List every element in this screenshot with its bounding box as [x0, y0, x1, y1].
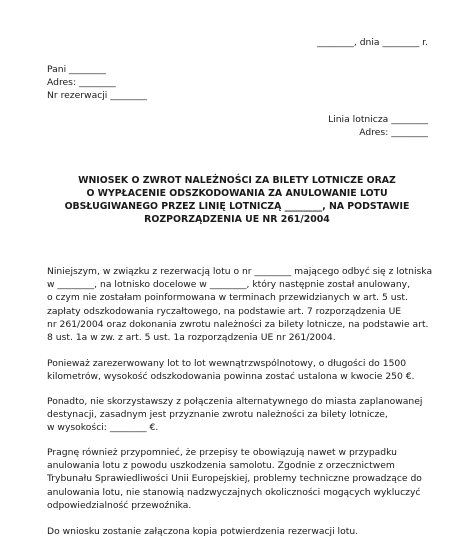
booking-number-line: Nr rezerwacji ________ — [47, 90, 148, 101]
document-title-line-1: WNIOSEK O ZWROT NALEŻNOŚCI ZA BILETY LOTNICZE ORAZ — [78, 175, 396, 186]
paragraph-line: Niniejszym, w związku z rezerwacją lotu o nr ________ mającego odbyć się z lotniska — [47, 266, 433, 277]
sender-address-line: Adres: ________ — [47, 77, 116, 88]
airline-address-line: Adres: ________ — [359, 127, 428, 138]
paragraph-line: Ponadto, nie skorzystawszy z połączenia alternatywnego do miasta zaplanowanej — [47, 396, 423, 407]
paragraph-line: anulowania lotu z powodu uszkodzenia samolotu. Zgodnie z orzecznictwem — [47, 460, 395, 472]
paragraph-case-law — [47, 446, 447, 512]
paragraph-request — [47, 265, 447, 344]
document-title-line-3: OBSŁUGIWANEGO PRZEZ LINIĘ LOTNICZĄ ________, NA PODSTAWIE — [64, 201, 410, 212]
date-line: ________, dnia ________ r. — [317, 37, 428, 48]
paragraph-line: Do wniosku zostanie załączona kopia potwierdzenia rezerwacji lotu. — [47, 526, 359, 537]
paragraph-attachment — [47, 525, 447, 538]
paragraph-line: Ponieważ zarezerwowany lot to lot wewnątrzwspólnotowy, o długości do 1500 — [47, 358, 407, 369]
paragraph-ticket-refund — [47, 395, 447, 435]
paragraph-line: w ________, na lotnisko docelowe w ________, który następnie został anulowany, — [47, 279, 411, 291]
document-title-line-4: ROZPORZĄDZENIA UE NR 261/2004 — [144, 214, 330, 225]
paragraph-line: kilometrów, wysokość odszkodowania powinna zostać ustalona w kwocie 250 €. — [47, 371, 415, 383]
paragraph-line: odpowiedzialność przewoźnika. — [47, 499, 192, 511]
paragraph-line: 8 ust. 1a w zw. z art. 5 ust. 1a rozporządzenia UE nr 261/2004. — [47, 332, 336, 344]
paragraph-line: w wysokości: ________ €. — [47, 422, 159, 434]
paragraph-line: Trybunału Sprawiedliwości Unii Europejskiej, problemy techniczne prowadzące do — [47, 473, 422, 485]
paragraph-line: nr 261/2004 oraz dokonania zwrotu należności za bilety lotnicze, na podstawie art. — [47, 318, 429, 330]
document-title-line-2: O WYPŁACENIE ODSZKODOWANIA ZA ANULOWANIE LOTU — [86, 188, 388, 199]
paragraph-line: Pragnę również przypomnieć, że przepisy te obowiązują nawet w przypadku — [47, 447, 397, 458]
paragraph-line: o czym nie zostałam poinformowana w terminach przewidzianych w art. 5 ust. — [47, 292, 408, 304]
paragraph-line: zapłaty odszkodowania ryczałtowego, na podstawie art. 7 rozporządzenia UE — [47, 305, 402, 317]
sender-name-line: Pani ________ — [47, 64, 106, 75]
paragraph-line: destynacji, zasadnym jest przyznanie zwrotu należności za bilety lotnicze, — [47, 409, 388, 421]
paragraph-compensation-amount — [47, 357, 447, 383]
airline-line: Linia lotnicza ________ — [328, 114, 428, 125]
paragraph-line: anulowania lotu, nie stanowią nadzwyczajnych okoliczności mogących wykluczyć — [47, 486, 421, 498]
